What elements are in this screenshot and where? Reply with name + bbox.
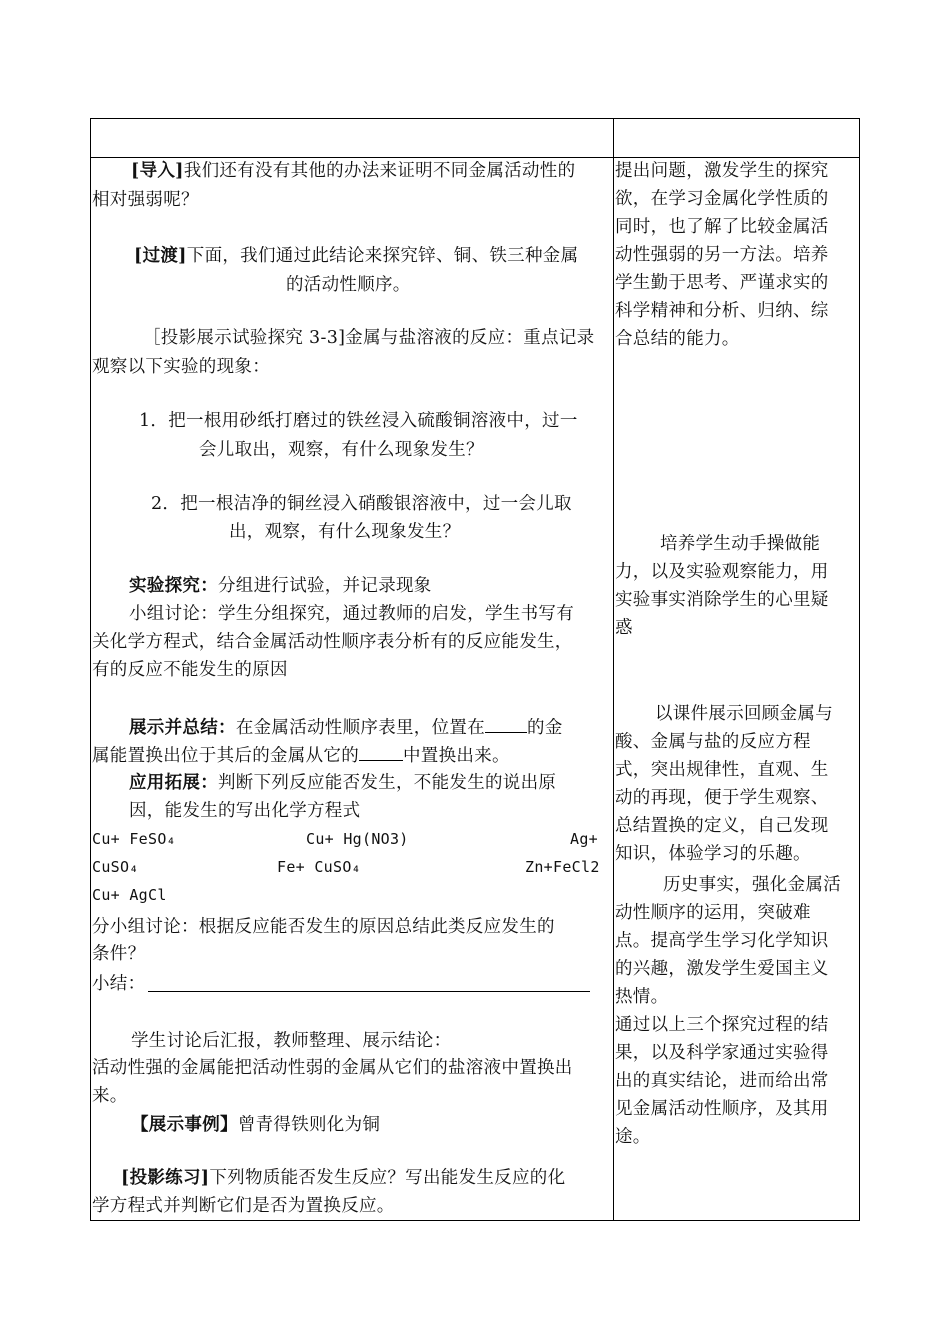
note-line: 同时，也了解了比较金属活 — [615, 217, 829, 237]
note-line: 通过以上三个探究过程的结 — [615, 1015, 829, 1035]
note-line: 以课件展示回顾金属与 — [655, 704, 833, 724]
experiment-label: 实验探究： — [129, 576, 218, 596]
apply-line-2: 因，能发生的写出化学方程式 — [129, 801, 361, 821]
practice-tag: [投影练习] — [121, 1168, 210, 1188]
group-discussion-line-1: 小组讨论：学生分组探究，通过教师的启发，学生书写有 — [129, 604, 574, 624]
apply-line-1 — [129, 770, 556, 796]
note-line: 力，以及实验观察能力，用 — [615, 562, 829, 582]
group-discussion-line-3: 有的反应不能发生的原因 — [92, 660, 288, 680]
experiment-text: 分组进行试验，并记录现象 — [218, 576, 432, 596]
note-line: 总结置换的定义，自己发现 — [615, 816, 829, 836]
example-tag: 【展示事例】 — [131, 1115, 238, 1135]
practice-line-2: 学方程式并判断它们是否为置换反应。 — [92, 1196, 395, 1216]
example-line — [131, 1112, 380, 1138]
note-line: 见金属活动性顺序，及其用 — [615, 1099, 829, 1119]
note-line: 热情。 — [615, 987, 669, 1007]
note-line: 提出问题，激发学生的探究 — [615, 161, 829, 181]
equation-3: Ag+ — [570, 830, 598, 848]
conclusion-line-1: 活动性强的金属能把活动性弱的金属从它们的盐溶液中置换出 — [92, 1058, 573, 1078]
step-2-line-1: 2．把一根洁净的铜丝浸入硝酸银溶液中，过一会儿取 — [151, 494, 572, 514]
note-line: 欲，在学习金属化学性质的 — [615, 189, 829, 209]
intro-text: 我们还有没有其他的办法来证明不同金属活动性的 — [183, 161, 576, 181]
summary-line-1 — [129, 714, 563, 741]
note-line: 动性强弱的另一方法。培养 — [615, 245, 829, 265]
note-line: 途。 — [615, 1127, 651, 1147]
equation-4: CuSO₄ — [92, 858, 139, 876]
note-line: 酸、金属与盐的反应方程 — [615, 732, 811, 752]
apply-label: 应用拓展： — [129, 773, 218, 793]
note-line: 知识，体验学习的乐趣。 — [615, 844, 811, 864]
intro-line-2: 相对强弱呢？ — [92, 190, 199, 210]
report-line: 学生讨论后汇报，教师整理、展示结论： — [131, 1031, 452, 1051]
column-divider — [613, 118, 614, 1221]
equation-5: Fe+ CuSO₄ — [277, 858, 361, 876]
note-line: 合总结的能力。 — [615, 329, 740, 349]
brief-summary-label: 小结： — [92, 974, 146, 994]
projection-line-1: ［投影展示试验探究 3-3]金属与盐溶液的反应：重点记录 — [143, 328, 595, 348]
equation-7: Cu+ AgCl — [92, 886, 167, 904]
note-line: 点。提高学生学习化学知识 — [615, 931, 829, 951]
note-line: 的兴趣，激发学生爱国主义 — [615, 959, 829, 979]
step-2-line-2: 出，观察，有什么现象发生？ — [229, 522, 461, 542]
note-line: 科学精神和分析、归纳、综 — [615, 301, 829, 321]
intro-line — [131, 158, 575, 184]
transition-line-2: 的活动性顺序。 — [286, 275, 411, 295]
note-line: 实验事实消除学生的心里疑 — [615, 590, 829, 610]
equation-6: Zn+FeCl2 — [525, 858, 600, 876]
note-line: 动的再现，便于学生观察、 — [615, 788, 829, 808]
experiment-line — [129, 573, 432, 599]
discuss-line-1: 分小组讨论：根据反应能否发生的原因总结此类反应发生的 — [92, 917, 555, 937]
transition-line — [134, 243, 578, 269]
summary-text-2a: 属能置换出位于其后的金属从它的 — [92, 746, 359, 766]
practice-text-1: 下列物质能否发生反应？写出能发生反应的化 — [209, 1168, 566, 1188]
group-discussion-line-2: 关化学方程式，结合金属活动性顺序表分析有的反应能发生， — [92, 632, 573, 652]
note-line: 式，突出规律性，直观、生 — [615, 760, 829, 780]
summary-text-1b: 的金 — [527, 718, 563, 738]
transition-text: 下面，我们通过此结论来探究锌、铜、铁三种金属 — [186, 246, 579, 266]
note-line: 历史事实，强化金属活 — [663, 875, 841, 895]
note-line: 培养学生动手操做能 — [660, 534, 821, 554]
equation-2: Cu+ Hg(NO3) — [306, 830, 409, 848]
summary-line-2 — [92, 742, 510, 769]
step-1-line-1: 1．把一根用砂纸打磨过的铁丝浸入硫酸铜溶液中，过一 — [139, 411, 578, 431]
summary-text-1a: 在金属活动性顺序表里，位置在 — [235, 718, 486, 738]
note-line: 动性顺序的运用，突破难 — [615, 903, 811, 923]
intro-tag: [导入] — [131, 161, 184, 181]
discuss-line-2: 条件？ — [92, 944, 146, 964]
summary-label: 展示并总结： — [129, 718, 236, 738]
note-line: 惑 — [615, 618, 633, 638]
transition-tag: [过渡] — [134, 246, 187, 266]
fill-blank-1[interactable] — [485, 714, 527, 733]
conclusion-line-2: 来。 — [92, 1086, 128, 1106]
step-1-line-2: 会儿取出，观察，有什么现象发生？ — [199, 440, 484, 460]
summary-text-2b: 中置换出来。 — [403, 746, 510, 766]
practice-line-1 — [121, 1165, 565, 1191]
equation-1: Cu+ FeSO₄ — [92, 830, 176, 848]
fill-blank-2[interactable] — [359, 742, 403, 761]
summary-answer-line[interactable] — [148, 991, 590, 992]
example-text: 曾青得铁则化为铜 — [237, 1115, 381, 1135]
note-line: 果，以及科学家通过实验得 — [615, 1043, 829, 1063]
note-line: 学生勤于思考、严谨求实的 — [615, 273, 829, 293]
apply-text-1: 判断下列反应能否发生，不能发生的说出原 — [218, 773, 557, 793]
projection-line-2: 观察以下实验的现象： — [92, 357, 270, 377]
note-line: 出的真实结论，进而给出常 — [615, 1071, 829, 1091]
